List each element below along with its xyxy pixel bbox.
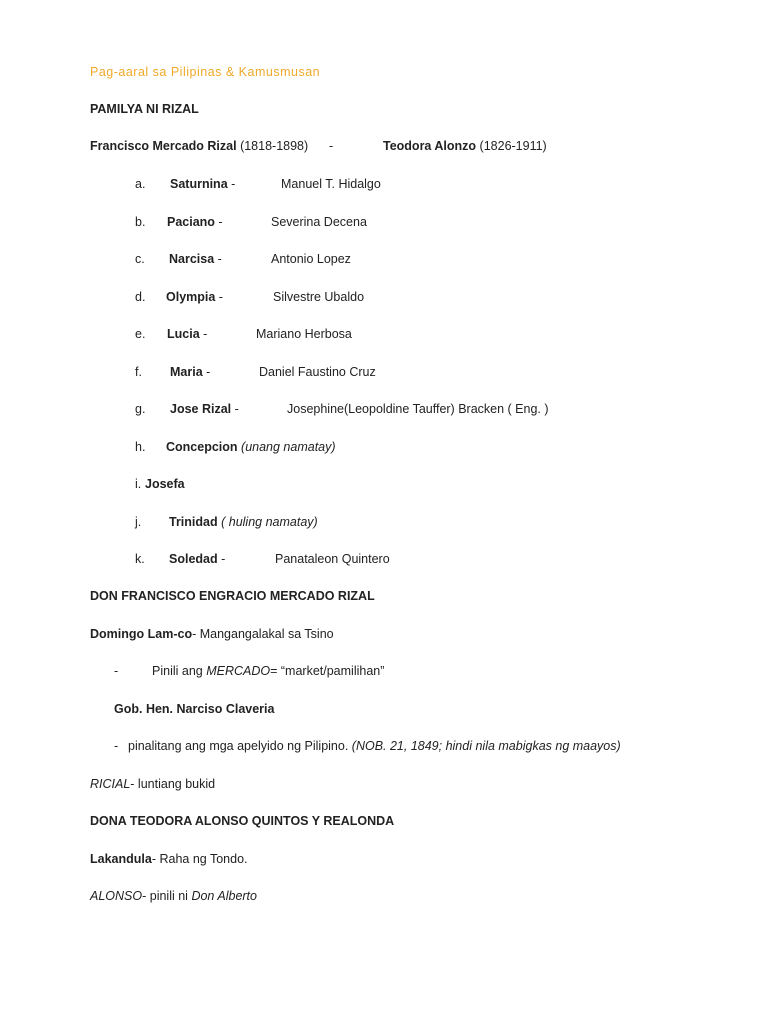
mercado-word: MERCADO <box>206 664 271 678</box>
claveria-note: (NOB. 21, 1849; hindi nila mabigkas ng maayos) <box>351 739 621 753</box>
child-name: Olympia <box>166 290 216 304</box>
child-name: Concepcion <box>166 440 238 454</box>
child-note: (unang namatay) <box>241 440 336 454</box>
child-spouse: Mariano Herbosa <box>256 327 352 341</box>
child-spouse: Josephine(Leopoldine Tauffer) Bracken ( Eng. ) <box>287 402 549 416</box>
child-spouse: Antonio Lopez <box>271 252 351 266</box>
list-letter: a. <box>135 177 146 191</box>
child-name-group <box>170 177 235 191</box>
child-name-group <box>169 252 222 266</box>
child-sep: - <box>202 365 211 379</box>
child-spouse: Severina Decena <box>271 215 367 229</box>
child-spouse: Silvestre Ubaldo <box>273 290 365 304</box>
mother-name: Teodora Alonzo <box>383 139 477 153</box>
heading-pamilya <box>90 102 199 116</box>
mother-years: (1826-1911) <box>479 139 547 153</box>
child-name: Jose Rizal <box>170 402 232 416</box>
child-name: Maria <box>170 365 203 379</box>
mercado-pre: Pinili ang <box>152 664 207 678</box>
mercado-text <box>152 664 384 678</box>
claveria-heading <box>114 702 274 716</box>
list-letter: i. <box>135 477 142 491</box>
heading-pamilya-text: PAMILYA NI RIZAL <box>90 102 199 116</box>
claveria-name: Gob. Hen. Narciso Claveria <box>114 702 275 716</box>
domingo-line <box>90 627 334 641</box>
father-name: Francisco Mercado Rizal <box>90 139 237 153</box>
child-name: Lucia <box>167 327 200 341</box>
ricial-word: RICIAL <box>90 777 131 791</box>
lakandula-name: Lakandula <box>90 852 152 866</box>
claveria-dash: - <box>114 739 119 753</box>
lakandula-line <box>90 852 248 866</box>
child-sep: - <box>231 402 239 416</box>
child-name-group <box>170 402 239 416</box>
list-letter: d. <box>135 290 146 304</box>
list-letter: g. <box>135 402 146 416</box>
child-sep: - <box>215 290 223 304</box>
list-letter: e. <box>135 327 146 341</box>
child-spouse: Panataleon Quintero <box>275 552 390 566</box>
child-sep: - <box>217 552 226 566</box>
child-sep: - <box>227 177 236 191</box>
child-name: Trinidad <box>169 515 218 529</box>
child-name: Narcisa <box>169 252 215 266</box>
list-letter: f. <box>135 365 142 379</box>
heading-dona-text: DONA TEODORA ALONSO QUINTOS Y REALONDA <box>90 814 395 828</box>
domingo-name: Domingo Lam-co <box>90 627 193 641</box>
alonso-word: ALONSO <box>90 889 143 903</box>
heading-dona-teodora <box>90 814 394 828</box>
child-note: ( huling namatay) <box>221 515 318 529</box>
child-sep: - <box>199 327 208 341</box>
claveria-text-group <box>128 739 621 753</box>
list-letter: j. <box>135 515 142 529</box>
mercado-post: = “market/pamilihan” <box>270 664 385 678</box>
child-name-group <box>169 515 318 529</box>
parents-line <box>90 139 690 153</box>
child-name: Paciano <box>167 215 215 229</box>
mother-group <box>383 139 547 153</box>
child-name: Josefa <box>145 477 185 491</box>
list-letter: k. <box>135 552 145 566</box>
child-name-group <box>166 290 223 304</box>
child-spouse: Daniel Faustino Cruz <box>259 365 376 379</box>
alonso-line <box>90 889 257 903</box>
claveria-text: pinalitang ang mga apelyido ng Pilipino. <box>128 739 352 753</box>
list-letter: h. <box>135 440 146 454</box>
father-years: (1818-1898) <box>240 139 309 153</box>
child-name-group <box>166 440 336 454</box>
child-name-group <box>145 477 185 491</box>
ricial-line <box>90 777 215 791</box>
heading-don-text: DON FRANCISCO ENGRACIO MERCADO RIZAL <box>90 589 375 603</box>
ricial-def: - luntiang bukid <box>130 777 216 791</box>
mercado-dash: - <box>114 664 119 678</box>
list-letter: b. <box>135 215 146 229</box>
child-name-group <box>167 215 223 229</box>
child-sep: - <box>214 215 223 229</box>
child-name-group <box>169 552 225 566</box>
alonso-mid: - pinili ni <box>142 889 192 903</box>
child-name: Soledad <box>169 552 218 566</box>
domingo-desc: - Mangangalakal sa Tsino <box>192 627 334 641</box>
child-spouse: Manuel T. Hidalgo <box>281 177 381 191</box>
alonso-name: Don Alberto <box>191 889 257 903</box>
document-title: Pag-aaral sa Pilipinas & Kamusmusan <box>90 65 321 79</box>
list-letter: c. <box>135 252 145 266</box>
lakandula-def: - Raha ng Tondo. <box>151 852 248 866</box>
parents-dash: - <box>329 139 334 153</box>
child-name: Saturnina <box>170 177 228 191</box>
heading-don-francisco <box>90 589 375 603</box>
child-name-group <box>170 365 210 379</box>
child-name-group <box>167 327 207 341</box>
child-sep: - <box>214 252 222 266</box>
